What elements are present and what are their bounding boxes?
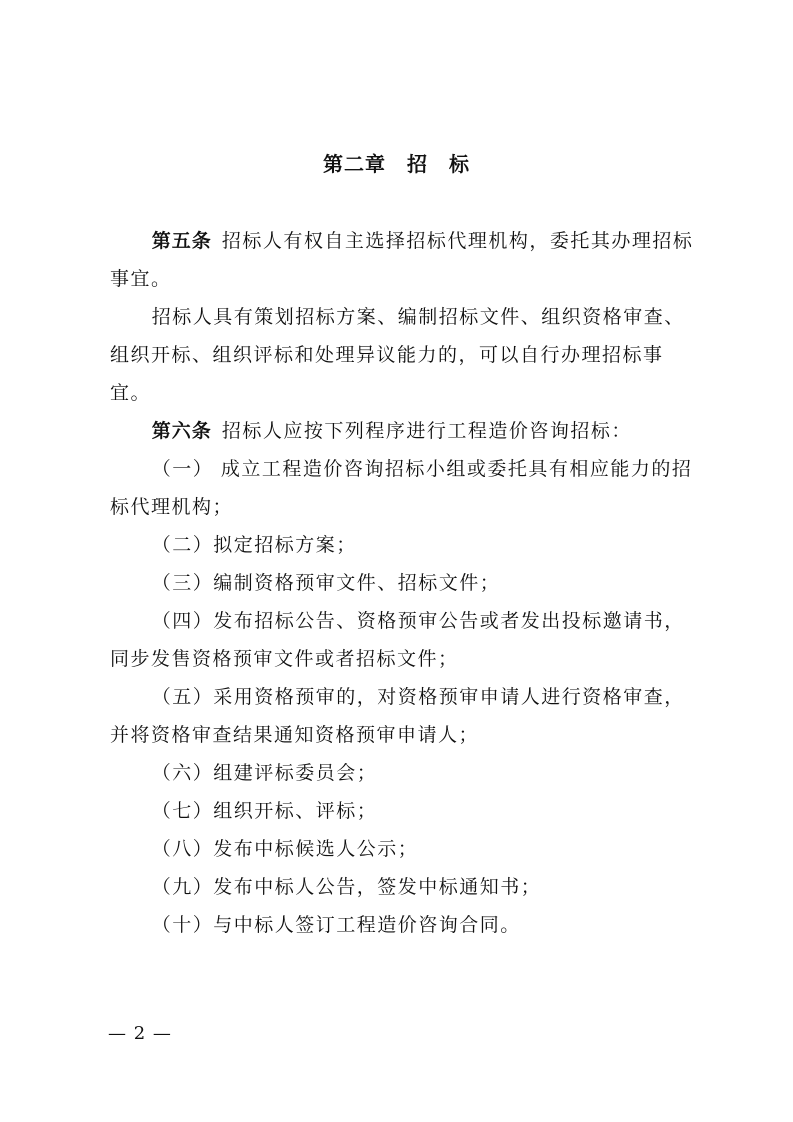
procedure-item-10: （十）与中标人签订工程造价咨询合同。 <box>151 914 521 936</box>
article-5-text: 招标人有权自主选择招标代理机构，委托其办理招标事宜。 <box>110 230 694 290</box>
article-5-label: 第五条 <box>151 230 212 252</box>
procedure-item-7: （七）组织开标、评标； <box>151 800 378 822</box>
procedure-item-3: （三）编制资格预审文件、招标文件； <box>151 572 501 594</box>
procedure-item-1: （一） 成立工程造价咨询招标小组或委托具有相应能力的招标代理机构； <box>110 458 693 518</box>
procedure-item-4: （四）发布招标公告、资格预审公告或者发出投标邀请书，同步发售资格预审文件或者招标文件； <box>110 610 685 670</box>
article-6-paragraph <box>110 412 700 450</box>
procedure-item-2: （二）拟定招标方案； <box>151 534 357 556</box>
page-number: — 2 — <box>108 1023 172 1044</box>
procedure-item-6: （六）组建评标委员会； <box>151 762 378 784</box>
article-6-label: 第六条 <box>151 420 212 442</box>
chapter-title: 第二章 招 标 <box>323 152 470 176</box>
procedure-item-5: （五）采用资格预审的，对资格预审申请人进行资格审查，并将资格审查结果通知资格预审申请人； <box>110 686 685 746</box>
article-5-paragraph <box>110 222 700 298</box>
capability-paragraph: 招标人具有策划招标方案、编制招标文件、组织资格审查、组织开标、组织评标和处理异议能力的，可以自行办理招标事宜。 <box>110 306 685 404</box>
article-6-text: 招标人应按下列程序进行工程造价咨询招标： <box>221 420 632 442</box>
procedure-item-8: （八）发布中标候选人公示； <box>151 838 419 860</box>
procedure-item-9: （九）发布中标人公告，签发中标通知书； <box>151 876 542 898</box>
document-body <box>110 222 700 944</box>
